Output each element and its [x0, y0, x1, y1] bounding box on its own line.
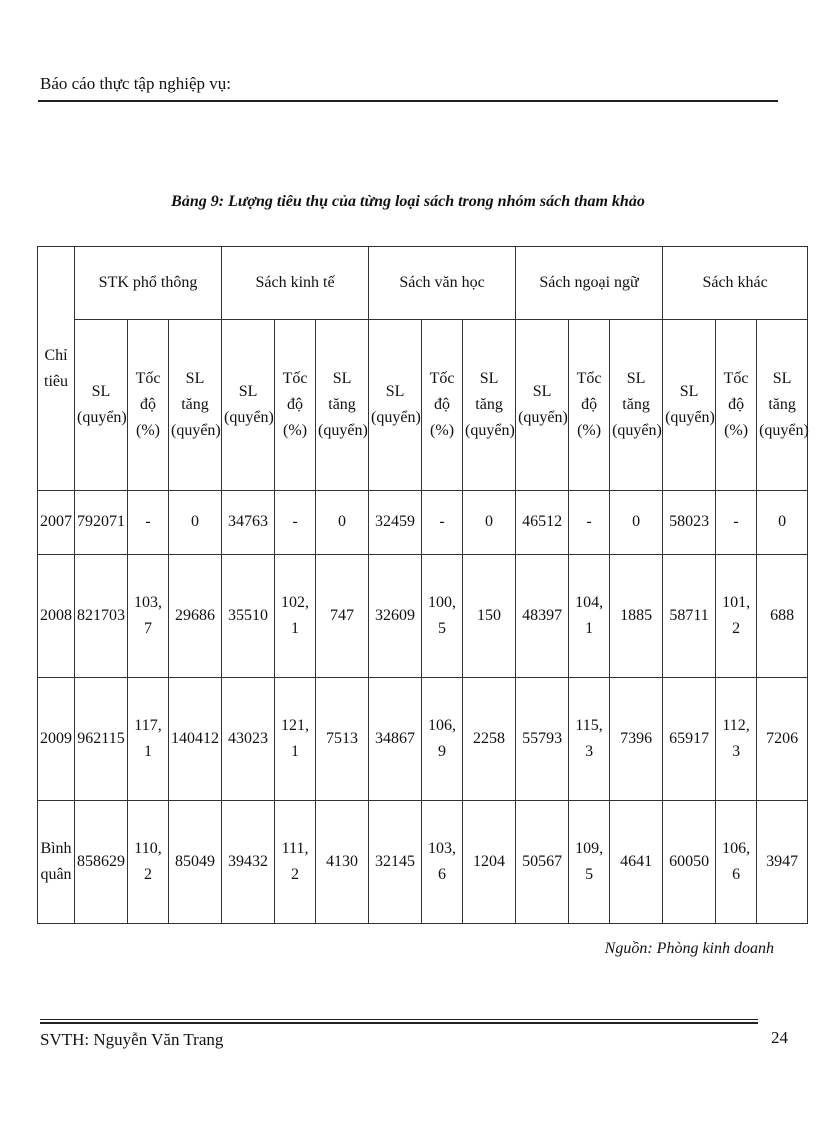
cell-line: 1: [291, 619, 300, 637]
cell-increase: 0: [316, 491, 369, 555]
row-label: [38, 491, 75, 555]
row-label: [38, 801, 75, 924]
cell-sl: 58023: [663, 491, 716, 555]
cell-increase: 85049: [169, 801, 222, 924]
cell-sl: 34763: [222, 491, 275, 555]
cell-line: 5: [585, 866, 594, 884]
cell-line: (quyển): [224, 409, 274, 426]
group-header: Sách văn học: [369, 247, 516, 320]
cell-speed: [422, 554, 463, 677]
cell-line: -: [733, 513, 739, 531]
cell-line: 110,: [134, 840, 162, 858]
table-row: [38, 801, 808, 924]
subheader-increase: [610, 320, 663, 491]
group-header: STK phổ thông: [75, 247, 222, 320]
cell-sl: 58711: [663, 554, 716, 677]
page-header-title: Báo cáo thực tập nghiệp vụ:: [40, 74, 231, 93]
cell-line: 2: [732, 619, 741, 637]
cell-line: (%): [724, 422, 749, 439]
cell-line: độ: [434, 396, 451, 413]
cell-line: 1: [144, 742, 152, 760]
corner-line: tiêu: [44, 372, 68, 390]
cell-line: Tốc: [282, 370, 308, 387]
cell-speed: [569, 677, 610, 801]
table-row: [38, 554, 808, 677]
cell-sl: 35510: [222, 554, 275, 677]
cell-line: Tốc: [429, 370, 455, 387]
cell-line: 111,: [281, 840, 309, 858]
cell-line: (%): [136, 422, 160, 439]
cell-speed: [128, 554, 169, 677]
cell-line: 100,: [428, 593, 457, 611]
cell-line: -: [145, 513, 151, 531]
subheader-speed: [716, 320, 757, 491]
subheader-sl: [663, 320, 716, 491]
subheader-increase: [169, 320, 222, 491]
cell-line: tăng: [475, 396, 503, 413]
cell-speed: [275, 491, 316, 555]
cell-line: -: [292, 513, 298, 531]
cell-line: SL: [679, 383, 699, 400]
footer-author: SVTH: Nguyễn Văn Trang: [40, 1030, 224, 1049]
subheader-increase: [463, 320, 516, 491]
cell-line: độ: [581, 396, 598, 413]
cell-line: Tốc: [576, 370, 602, 387]
cell-increase: 7206: [757, 677, 808, 801]
cell-speed: [128, 677, 169, 801]
cell-increase: 0: [169, 491, 222, 555]
cell-increase: 2258: [463, 677, 516, 801]
subheader-speed: [275, 320, 316, 491]
cell-line: Tốc: [135, 370, 161, 387]
cell-speed: [716, 554, 757, 677]
cell-line: 3: [732, 742, 741, 760]
group-header: Sách kinh tế: [222, 247, 369, 320]
cell-line: 7: [144, 619, 152, 637]
cell-increase: 29686: [169, 554, 222, 677]
cell-sl: 48397: [516, 554, 569, 677]
cell-increase: 1885: [610, 554, 663, 677]
page-number: 24: [771, 1028, 788, 1047]
cell-sl: 43023: [222, 677, 275, 801]
cell-line: 115,: [575, 716, 603, 734]
cell-sl: 46512: [516, 491, 569, 555]
cell-increase: 140412: [169, 677, 222, 801]
cell-line: 6: [732, 866, 741, 884]
subheader-speed: [569, 320, 610, 491]
cell-line: 102,: [281, 593, 310, 611]
cell-line: SL: [91, 383, 111, 400]
cell-speed: [275, 554, 316, 677]
cell-line: 104,: [575, 593, 604, 611]
cell-line: -: [439, 513, 445, 531]
cell-line: 106,: [428, 716, 457, 734]
cell-line: (quyển): [318, 422, 368, 439]
cell-increase: 3947: [757, 801, 808, 924]
footer-rule: [40, 1022, 758, 1024]
cell-increase: 7396: [610, 677, 663, 801]
cell-line: tăng: [768, 396, 796, 413]
cell-line: độ: [728, 396, 745, 413]
cell-line: 2008: [40, 606, 72, 624]
cell-speed: [422, 677, 463, 801]
cell-line: 2007: [40, 513, 72, 531]
cell-sl: 821703: [75, 554, 128, 677]
cell-line: (quyển): [77, 409, 127, 426]
cell-speed: [569, 554, 610, 677]
table-subheader-row: [38, 320, 808, 491]
cell-increase: 688: [757, 554, 808, 677]
table-caption: Bảng 9: Lượng tiêu thụ của từng loại sách trong nhóm sách tham khảo: [171, 193, 645, 210]
cell-line: 109,: [575, 840, 604, 858]
cell-line: 5: [438, 619, 447, 637]
header-rule: [38, 100, 778, 102]
cell-line: SL: [479, 370, 499, 387]
cell-line: (quyển): [465, 422, 515, 439]
table-body: [38, 491, 808, 924]
cell-increase: 0: [757, 491, 808, 555]
cell-line: -: [586, 513, 592, 531]
cell-line: (quyển): [759, 422, 809, 439]
cell-increase: 7513: [316, 677, 369, 801]
cell-line: tăng: [328, 396, 356, 413]
cell-line: độ: [287, 396, 304, 413]
cell-line: 1: [585, 619, 594, 637]
cell-line: (quyển): [665, 409, 715, 426]
subheader-increase: [757, 320, 808, 491]
subheader-speed: [128, 320, 169, 491]
cell-increase: 747: [316, 554, 369, 677]
cell-sl: 39432: [222, 801, 275, 924]
source-note: Nguồn: Phòng kinh doanh: [604, 940, 774, 957]
cell-line: 117,: [134, 716, 162, 734]
cell-increase: 0: [463, 491, 516, 555]
cell-line: SL: [385, 383, 405, 400]
cell-sl: 65917: [663, 677, 716, 801]
cell-sl: 32459: [369, 491, 422, 555]
cell-line: tăng: [181, 396, 209, 413]
cell-sl: 60050: [663, 801, 716, 924]
cell-line: 2009: [40, 729, 72, 747]
group-header: Sách ngoại ngữ: [516, 247, 663, 320]
cell-speed: [716, 677, 757, 801]
subheader-sl: [369, 320, 422, 491]
cell-line: (quyển): [612, 422, 662, 439]
cell-speed: [275, 801, 316, 924]
cell-line: 2: [144, 866, 152, 884]
cell-line: SL: [185, 370, 205, 387]
cell-sl: 34867: [369, 677, 422, 801]
cell-line: (quyển): [171, 422, 221, 439]
cell-line: (%): [577, 422, 602, 439]
cell-line: 6: [438, 866, 447, 884]
group-header: Sách khác: [663, 247, 808, 320]
cell-line: SL: [238, 383, 258, 400]
cell-sl: 962115: [75, 677, 128, 801]
footer-rule: [40, 1019, 758, 1020]
table-group-header-row: [38, 247, 808, 320]
cell-line: (quyển): [518, 409, 568, 426]
cell-line: SL: [626, 370, 646, 387]
cell-line: 2: [291, 866, 300, 884]
cell-line: 121,: [281, 716, 310, 734]
cell-speed: [716, 491, 757, 555]
cell-line: 103,: [428, 840, 457, 858]
cell-line: SL: [332, 370, 352, 387]
cell-sl: 792071: [75, 491, 128, 555]
corner-line: Chỉ: [44, 346, 68, 364]
cell-speed: [569, 801, 610, 924]
cell-increase: 4130: [316, 801, 369, 924]
cell-line: 103,: [134, 593, 162, 611]
cell-line: tăng: [622, 396, 650, 413]
cell-line: Tốc: [723, 370, 749, 387]
cell-increase: 0: [610, 491, 663, 555]
cell-speed: [128, 801, 169, 924]
cell-line: 1: [291, 742, 300, 760]
cell-speed: [569, 491, 610, 555]
cell-line: 112,: [722, 716, 750, 734]
cell-speed: [128, 491, 169, 555]
cell-sl: 32609: [369, 554, 422, 677]
cell-line: SL: [772, 370, 792, 387]
cell-line: độ: [140, 396, 156, 413]
cell-increase: 1204: [463, 801, 516, 924]
cell-speed: [275, 677, 316, 801]
cell-increase: 4641: [610, 801, 663, 924]
cell-speed: [716, 801, 757, 924]
cell-line: 101,: [722, 593, 751, 611]
row-label: [38, 554, 75, 677]
subheader-increase: [316, 320, 369, 491]
cell-line: SL: [532, 383, 552, 400]
cell-speed: [422, 801, 463, 924]
cell-line: (%): [430, 422, 455, 439]
cell-line: Bình: [40, 840, 72, 858]
cell-sl: 50567: [516, 801, 569, 924]
subheader-sl: [75, 320, 128, 491]
row-label: [38, 677, 75, 801]
cell-line: (%): [283, 422, 308, 439]
cell-line: 9: [438, 742, 447, 760]
sales-table: [37, 246, 808, 924]
subheader-sl: [222, 320, 275, 491]
subheader-sl: [516, 320, 569, 491]
cell-line: 3: [585, 742, 594, 760]
cell-speed: [422, 491, 463, 555]
cell-line: (quyển): [371, 409, 421, 426]
cell-sl: 32145: [369, 801, 422, 924]
cell-increase: 150: [463, 554, 516, 677]
cell-line: quân: [40, 866, 72, 884]
corner-header: [38, 247, 75, 491]
table-row: [38, 491, 808, 555]
cell-sl: 858629: [75, 801, 128, 924]
cell-line: 106,: [722, 840, 751, 858]
subheader-speed: [422, 320, 463, 491]
table-row: [38, 677, 808, 801]
cell-sl: 55793: [516, 677, 569, 801]
